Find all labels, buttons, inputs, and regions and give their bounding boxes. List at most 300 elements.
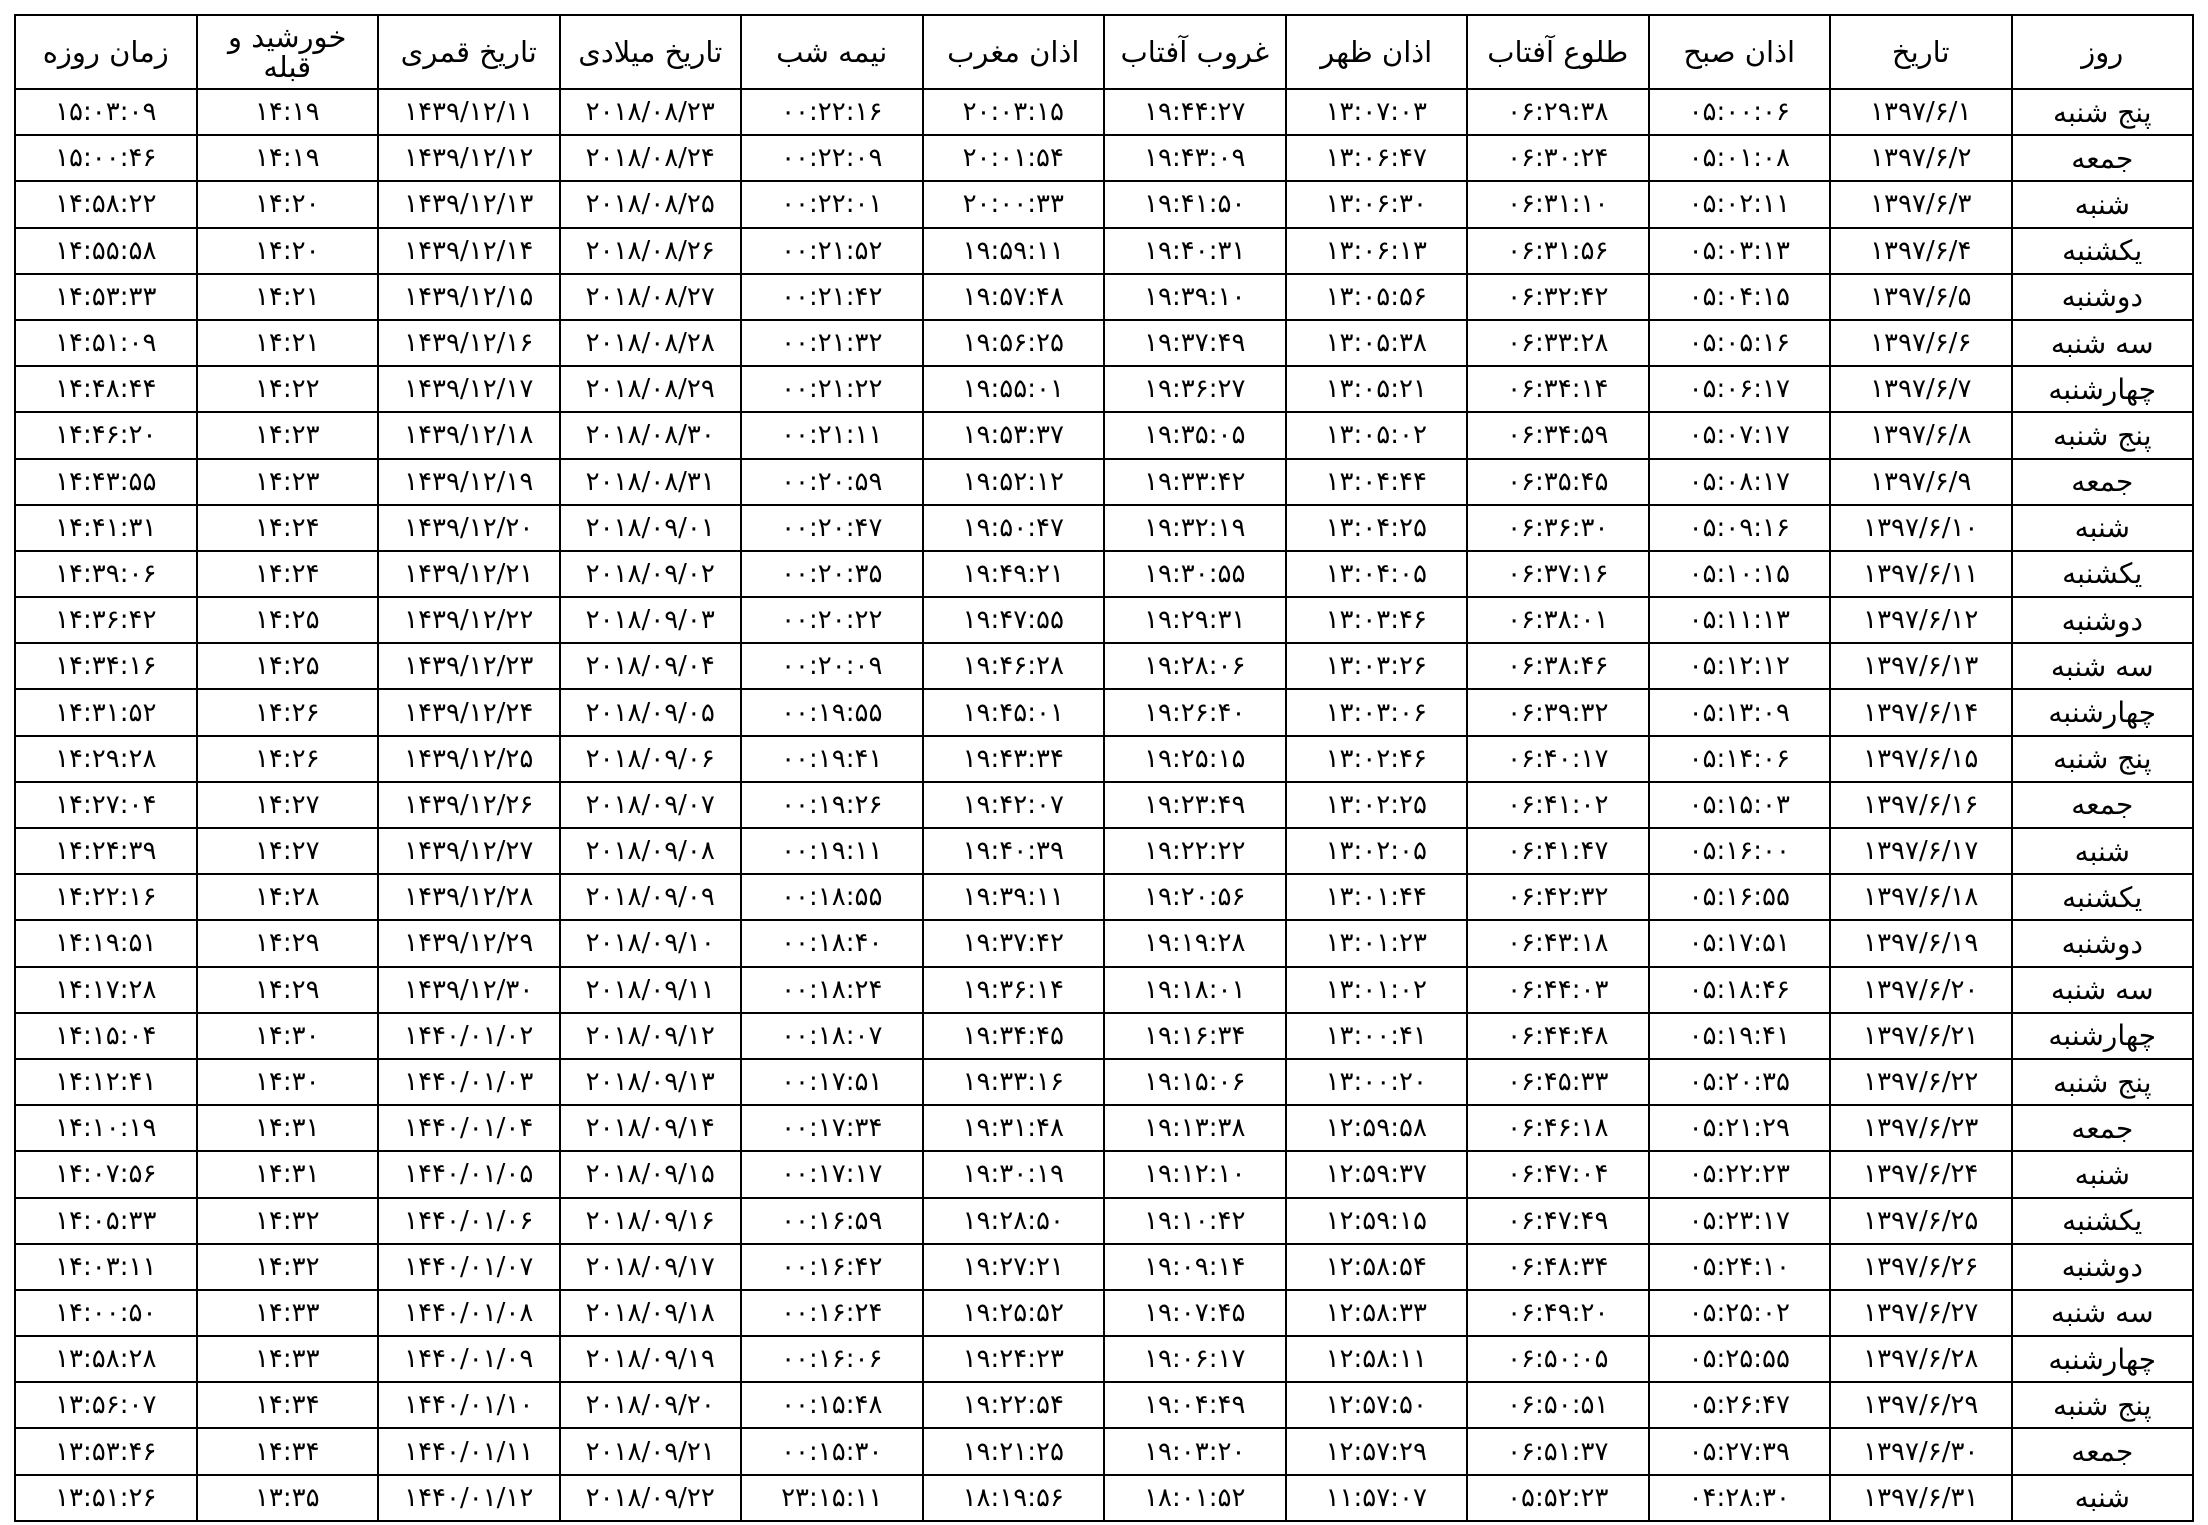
cell-dhuhr-adhan: ۱۲:۵۷:۵۰ bbox=[1286, 1382, 1468, 1428]
cell-fasting-duration: ۱۴:۰۰:۵۰ bbox=[15, 1290, 197, 1336]
cell-date: ۱۳۹۷/۶/۳۱ bbox=[1830, 1475, 2012, 1521]
cell-gregorian-date: ۲۰۱۸/۰۸/۳۱ bbox=[560, 459, 742, 505]
cell-date: ۱۳۹۷/۶/۲۴ bbox=[1830, 1151, 2012, 1197]
cell-maghrib-adhan: ۱۹:۵۲:۱۲ bbox=[923, 459, 1105, 505]
cell-date: ۱۳۹۷/۶/۳۰ bbox=[1830, 1428, 2012, 1474]
cell-sunset: ۱۹:۱۹:۲۸ bbox=[1104, 920, 1286, 966]
cell-fasting-duration: ۱۴:۵۵:۵۸ bbox=[15, 228, 197, 274]
cell-day: یکشنبه bbox=[2012, 874, 2194, 920]
cell-sunrise: ۰۶:۴۱:۴۷ bbox=[1467, 828, 1649, 874]
cell-maghrib-adhan: ۱۹:۳۱:۴۸ bbox=[923, 1105, 1105, 1151]
header-row bbox=[15, 15, 2193, 89]
cell-sunrise: ۰۶:۴۴:۰۳ bbox=[1467, 967, 1649, 1013]
cell-lunar-date: ۱۴۳۹/۱۲/۱۲ bbox=[378, 135, 560, 181]
cell-midnight: ۰۰:۱۶:۰۶ bbox=[741, 1336, 923, 1382]
cell-lunar-date: ۱۴۴۰/۰۱/۱۲ bbox=[378, 1475, 560, 1521]
cell-day: یکشنبه bbox=[2012, 1198, 2194, 1244]
cell-sunset: ۱۹:۴۴:۲۷ bbox=[1104, 89, 1286, 135]
cell-midnight: ۰۰:۲۲:۱۶ bbox=[741, 89, 923, 135]
cell-fajr-adhan: ۰۵:۰۱:۰۸ bbox=[1649, 135, 1831, 181]
cell-sun-qibla: ۱۳:۳۵ bbox=[197, 1475, 379, 1521]
timetable-sheet bbox=[14, 14, 2194, 1515]
cell-dhuhr-adhan: ۱۳:۰۳:۲۶ bbox=[1286, 643, 1468, 689]
cell-fajr-adhan: ۰۵:۲۵:۵۵ bbox=[1649, 1336, 1831, 1382]
table-row bbox=[15, 1059, 2193, 1105]
cell-sunrise: ۰۶:۳۶:۳۰ bbox=[1467, 505, 1649, 551]
prayer-times-table bbox=[14, 14, 2194, 1522]
table-row bbox=[15, 1382, 2193, 1428]
cell-sun-qibla: ۱۴:۲۸ bbox=[197, 874, 379, 920]
cell-lunar-date: ۱۴۳۹/۱۲/۲۰ bbox=[378, 505, 560, 551]
cell-sunset: ۱۹:۳۵:۰۵ bbox=[1104, 412, 1286, 458]
cell-date: ۱۳۹۷/۶/۲۷ bbox=[1830, 1290, 2012, 1336]
cell-date: ۱۳۹۷/۶/۱۳ bbox=[1830, 643, 2012, 689]
cell-fajr-adhan: ۰۵:۰۶:۱۷ bbox=[1649, 366, 1831, 412]
cell-dhuhr-adhan: ۱۱:۵۷:۰۷ bbox=[1286, 1475, 1468, 1521]
header-date: تاریخ bbox=[1830, 15, 2012, 89]
cell-fasting-duration: ۱۴:۳۴:۱۶ bbox=[15, 643, 197, 689]
cell-fajr-adhan: ۰۵:۰۴:۱۵ bbox=[1649, 274, 1831, 320]
cell-dhuhr-adhan: ۱۲:۵۷:۲۹ bbox=[1286, 1428, 1468, 1474]
cell-midnight: ۰۰:۲۰:۳۵ bbox=[741, 551, 923, 597]
cell-sunset: ۱۹:۲۰:۵۶ bbox=[1104, 874, 1286, 920]
cell-sun-qibla: ۱۴:۲۵ bbox=[197, 597, 379, 643]
table-row bbox=[15, 1013, 2193, 1059]
cell-sunrise: ۰۶:۵۰:۰۵ bbox=[1467, 1336, 1649, 1382]
cell-sun-qibla: ۱۴:۱۹ bbox=[197, 89, 379, 135]
cell-gregorian-date: ۲۰۱۸/۰۸/۲۳ bbox=[560, 89, 742, 135]
cell-sun-qibla: ۱۴:۲۶ bbox=[197, 736, 379, 782]
cell-lunar-date: ۱۴۴۰/۰۱/۰۳ bbox=[378, 1059, 560, 1105]
cell-lunar-date: ۱۴۳۹/۱۲/۱۹ bbox=[378, 459, 560, 505]
cell-fajr-adhan: ۰۵:۲۲:۲۳ bbox=[1649, 1151, 1831, 1197]
cell-maghrib-adhan: ۱۹:۳۶:۱۴ bbox=[923, 967, 1105, 1013]
cell-lunar-date: ۱۴۳۹/۱۲/۱۶ bbox=[378, 320, 560, 366]
cell-day: جمعه bbox=[2012, 459, 2194, 505]
cell-gregorian-date: ۲۰۱۸/۰۹/۰۸ bbox=[560, 828, 742, 874]
cell-lunar-date: ۱۴۳۹/۱۲/۱۸ bbox=[378, 412, 560, 458]
cell-sun-qibla: ۱۴:۳۳ bbox=[197, 1290, 379, 1336]
cell-dhuhr-adhan: ۱۳:۰۳:۴۶ bbox=[1286, 597, 1468, 643]
header-sun-qibla: خورشید و قبله bbox=[197, 15, 379, 89]
cell-lunar-date: ۱۴۴۰/۰۱/۰۸ bbox=[378, 1290, 560, 1336]
table-row bbox=[15, 1475, 2193, 1521]
table-row bbox=[15, 874, 2193, 920]
cell-fasting-duration: ۱۴:۱۰:۱۹ bbox=[15, 1105, 197, 1151]
cell-fasting-duration: ۱۳:۵۶:۰۷ bbox=[15, 1382, 197, 1428]
cell-gregorian-date: ۲۰۱۸/۰۹/۱۱ bbox=[560, 967, 742, 1013]
cell-day: سه شنبه bbox=[2012, 643, 2194, 689]
cell-sun-qibla: ۱۴:۳۰ bbox=[197, 1059, 379, 1105]
cell-lunar-date: ۱۴۴۰/۰۱/۱۰ bbox=[378, 1382, 560, 1428]
cell-fajr-adhan: ۰۵:۲۰:۳۵ bbox=[1649, 1059, 1831, 1105]
cell-dhuhr-adhan: ۱۳:۰۲:۲۵ bbox=[1286, 782, 1468, 828]
cell-gregorian-date: ۲۰۱۸/۰۹/۱۸ bbox=[560, 1290, 742, 1336]
cell-sunset: ۱۹:۲۶:۴۰ bbox=[1104, 689, 1286, 735]
cell-dhuhr-adhan: ۱۳:۰۵:۲۱ bbox=[1286, 366, 1468, 412]
cell-lunar-date: ۱۴۴۰/۰۱/۰۵ bbox=[378, 1151, 560, 1197]
cell-fajr-adhan: ۰۵:۰۷:۱۷ bbox=[1649, 412, 1831, 458]
table-row bbox=[15, 1290, 2193, 1336]
cell-sunrise: ۰۶:۳۸:۰۱ bbox=[1467, 597, 1649, 643]
cell-day: پنج شنبه bbox=[2012, 412, 2194, 458]
cell-fasting-duration: ۱۴:۳۱:۵۲ bbox=[15, 689, 197, 735]
cell-maghrib-adhan: ۱۹:۴۷:۵۵ bbox=[923, 597, 1105, 643]
table-row bbox=[15, 1244, 2193, 1290]
cell-dhuhr-adhan: ۱۳:۰۱:۰۲ bbox=[1286, 967, 1468, 1013]
cell-day: سه شنبه bbox=[2012, 967, 2194, 1013]
cell-sunrise: ۰۶:۴۵:۳۳ bbox=[1467, 1059, 1649, 1105]
cell-fasting-duration: ۱۴:۴۳:۵۵ bbox=[15, 459, 197, 505]
cell-date: ۱۳۹۷/۶/۱۱ bbox=[1830, 551, 2012, 597]
table-row bbox=[15, 689, 2193, 735]
cell-date: ۱۳۹۷/۶/۱۸ bbox=[1830, 874, 2012, 920]
cell-maghrib-adhan: ۱۹:۲۷:۲۱ bbox=[923, 1244, 1105, 1290]
cell-dhuhr-adhan: ۱۳:۰۲:۰۵ bbox=[1286, 828, 1468, 874]
cell-sun-qibla: ۱۴:۲۵ bbox=[197, 643, 379, 689]
cell-fajr-adhan: ۰۵:۱۲:۱۲ bbox=[1649, 643, 1831, 689]
cell-date: ۱۳۹۷/۶/۲۰ bbox=[1830, 967, 2012, 1013]
cell-midnight: ۰۰:۲۱:۵۲ bbox=[741, 228, 923, 274]
cell-date: ۱۳۹۷/۶/۲۱ bbox=[1830, 1013, 2012, 1059]
cell-maghrib-adhan: ۱۹:۲۲:۵۴ bbox=[923, 1382, 1105, 1428]
cell-sunrise: ۰۶:۴۳:۱۸ bbox=[1467, 920, 1649, 966]
cell-sun-qibla: ۱۴:۲۱ bbox=[197, 320, 379, 366]
cell-lunar-date: ۱۴۳۹/۱۲/۲۲ bbox=[378, 597, 560, 643]
cell-sunrise: ۰۶:۴۶:۱۸ bbox=[1467, 1105, 1649, 1151]
cell-maghrib-adhan: ۱۹:۳۹:۱۱ bbox=[923, 874, 1105, 920]
cell-fajr-adhan: ۰۵:۰۸:۱۷ bbox=[1649, 459, 1831, 505]
cell-lunar-date: ۱۴۳۹/۱۲/۲۱ bbox=[378, 551, 560, 597]
table-header bbox=[15, 15, 2193, 89]
cell-date: ۱۳۹۷/۶/۲۵ bbox=[1830, 1198, 2012, 1244]
cell-gregorian-date: ۲۰۱۸/۰۹/۰۴ bbox=[560, 643, 742, 689]
cell-date: ۱۳۹۷/۶/۲۲ bbox=[1830, 1059, 2012, 1105]
cell-dhuhr-adhan: ۱۳:۰۴:۲۵ bbox=[1286, 505, 1468, 551]
cell-sunrise: ۰۶:۴۰:۱۷ bbox=[1467, 736, 1649, 782]
cell-fasting-duration: ۱۳:۵۳:۴۶ bbox=[15, 1428, 197, 1474]
cell-date: ۱۳۹۷/۶/۱۰ bbox=[1830, 505, 2012, 551]
cell-date: ۱۳۹۷/۶/۱۶ bbox=[1830, 782, 2012, 828]
cell-maghrib-adhan: ۱۹:۴۵:۰۱ bbox=[923, 689, 1105, 735]
cell-sunrise: ۰۶:۳۹:۳۲ bbox=[1467, 689, 1649, 735]
cell-midnight: ۰۰:۲۲:۰۱ bbox=[741, 181, 923, 227]
cell-sunrise: ۰۶:۳۳:۲۸ bbox=[1467, 320, 1649, 366]
cell-maghrib-adhan: ۲۰:۰۰:۳۳ bbox=[923, 181, 1105, 227]
cell-fasting-duration: ۱۴:۳۹:۰۶ bbox=[15, 551, 197, 597]
cell-sunrise: ۰۶:۳۱:۵۶ bbox=[1467, 228, 1649, 274]
cell-sunset: ۱۹:۴۱:۵۰ bbox=[1104, 181, 1286, 227]
cell-sunrise: ۰۶:۳۵:۴۵ bbox=[1467, 459, 1649, 505]
cell-fasting-duration: ۱۴:۲۴:۳۹ bbox=[15, 828, 197, 874]
cell-sun-qibla: ۱۴:۲۶ bbox=[197, 689, 379, 735]
cell-day: چهارشنبه bbox=[2012, 366, 2194, 412]
cell-gregorian-date: ۲۰۱۸/۰۹/۲۰ bbox=[560, 1382, 742, 1428]
cell-midnight: ۰۰:۱۷:۱۷ bbox=[741, 1151, 923, 1197]
cell-midnight: ۰۰:۲۰:۲۲ bbox=[741, 597, 923, 643]
cell-fasting-duration: ۱۵:۰۰:۴۶ bbox=[15, 135, 197, 181]
cell-sunset: ۱۹:۰۹:۱۴ bbox=[1104, 1244, 1286, 1290]
cell-date: ۱۳۹۷/۶/۵ bbox=[1830, 274, 2012, 320]
cell-fajr-adhan: ۰۵:۱۷:۵۱ bbox=[1649, 920, 1831, 966]
table-row bbox=[15, 736, 2193, 782]
cell-lunar-date: ۱۴۳۹/۱۲/۲۸ bbox=[378, 874, 560, 920]
cell-day: چهارشنبه bbox=[2012, 1013, 2194, 1059]
cell-sunrise: ۰۶:۵۰:۵۱ bbox=[1467, 1382, 1649, 1428]
cell-sun-qibla: ۱۴:۲۰ bbox=[197, 228, 379, 274]
cell-date: ۱۳۹۷/۶/۱۷ bbox=[1830, 828, 2012, 874]
cell-dhuhr-adhan: ۱۳:۰۴:۰۵ bbox=[1286, 551, 1468, 597]
cell-midnight: ۰۰:۱۷:۵۱ bbox=[741, 1059, 923, 1105]
cell-gregorian-date: ۲۰۱۸/۰۹/۰۷ bbox=[560, 782, 742, 828]
cell-sunrise: ۰۶:۴۷:۴۹ bbox=[1467, 1198, 1649, 1244]
cell-fasting-duration: ۱۳:۵۱:۲۶ bbox=[15, 1475, 197, 1521]
table-row bbox=[15, 366, 2193, 412]
cell-fajr-adhan: ۰۵:۰۵:۱۶ bbox=[1649, 320, 1831, 366]
cell-dhuhr-adhan: ۱۳:۰۷:۰۳ bbox=[1286, 89, 1468, 135]
cell-dhuhr-adhan: ۱۲:۵۹:۵۸ bbox=[1286, 1105, 1468, 1151]
cell-dhuhr-adhan: ۱۲:۵۸:۱۱ bbox=[1286, 1336, 1468, 1382]
cell-sunrise: ۰۶:۲۹:۳۸ bbox=[1467, 89, 1649, 135]
cell-dhuhr-adhan: ۱۳:۰۳:۰۶ bbox=[1286, 689, 1468, 735]
cell-sunrise: ۰۶:۴۸:۳۴ bbox=[1467, 1244, 1649, 1290]
cell-day: چهارشنبه bbox=[2012, 689, 2194, 735]
cell-fajr-adhan: ۰۵:۰۲:۱۱ bbox=[1649, 181, 1831, 227]
header-midnight: نیمه شب bbox=[741, 15, 923, 89]
cell-gregorian-date: ۲۰۱۸/۰۸/۲۹ bbox=[560, 366, 742, 412]
table-row bbox=[15, 1105, 2193, 1151]
cell-day: جمعه bbox=[2012, 1105, 2194, 1151]
cell-sun-qibla: ۱۴:۳۳ bbox=[197, 1336, 379, 1382]
cell-fasting-duration: ۱۴:۴۶:۲۰ bbox=[15, 412, 197, 458]
cell-gregorian-date: ۲۰۱۸/۰۹/۱۹ bbox=[560, 1336, 742, 1382]
cell-sunrise: ۰۶:۴۱:۰۲ bbox=[1467, 782, 1649, 828]
cell-fasting-duration: ۱۴:۱۲:۴۱ bbox=[15, 1059, 197, 1105]
cell-fasting-duration: ۱۴:۵۸:۲۲ bbox=[15, 181, 197, 227]
cell-midnight: ۰۰:۱۸:۵۵ bbox=[741, 874, 923, 920]
cell-sun-qibla: ۱۴:۲۷ bbox=[197, 828, 379, 874]
cell-midnight: ۰۰:۱۶:۴۲ bbox=[741, 1244, 923, 1290]
header-day: روز bbox=[2012, 15, 2194, 89]
cell-sun-qibla: ۱۴:۳۰ bbox=[197, 1013, 379, 1059]
cell-fajr-adhan: ۰۵:۱۶:۰۰ bbox=[1649, 828, 1831, 874]
cell-lunar-date: ۱۴۳۹/۱۲/۱۷ bbox=[378, 366, 560, 412]
cell-lunar-date: ۱۴۳۹/۱۲/۲۴ bbox=[378, 689, 560, 735]
cell-date: ۱۳۹۷/۶/۱۲ bbox=[1830, 597, 2012, 643]
cell-date: ۱۳۹۷/۶/۲۶ bbox=[1830, 1244, 2012, 1290]
cell-fajr-adhan: ۰۴:۲۸:۳۰ bbox=[1649, 1475, 1831, 1521]
cell-sunset: ۱۹:۰۴:۴۹ bbox=[1104, 1382, 1286, 1428]
table-row bbox=[15, 643, 2193, 689]
cell-sunset: ۱۹:۴۰:۳۱ bbox=[1104, 228, 1286, 274]
cell-maghrib-adhan: ۱۹:۵۶:۲۵ bbox=[923, 320, 1105, 366]
cell-fasting-duration: ۱۴:۰۵:۳۳ bbox=[15, 1198, 197, 1244]
cell-gregorian-date: ۲۰۱۸/۰۹/۱۳ bbox=[560, 1059, 742, 1105]
cell-maghrib-adhan: ۱۹:۴۳:۳۴ bbox=[923, 736, 1105, 782]
cell-midnight: ۰۰:۱۵:۴۸ bbox=[741, 1382, 923, 1428]
cell-midnight: ۰۰:۲۲:۰۹ bbox=[741, 135, 923, 181]
cell-sun-qibla: ۱۴:۳۲ bbox=[197, 1198, 379, 1244]
cell-sunrise: ۰۶:۳۴:۵۹ bbox=[1467, 412, 1649, 458]
cell-dhuhr-adhan: ۱۲:۵۹:۳۷ bbox=[1286, 1151, 1468, 1197]
cell-fasting-duration: ۱۴:۵۱:۰۹ bbox=[15, 320, 197, 366]
table-row bbox=[15, 828, 2193, 874]
cell-sunrise: ۰۶:۳۴:۱۴ bbox=[1467, 366, 1649, 412]
cell-gregorian-date: ۲۰۱۸/۰۹/۱۷ bbox=[560, 1244, 742, 1290]
table-row bbox=[15, 505, 2193, 551]
cell-fasting-duration: ۱۴:۱۹:۵۱ bbox=[15, 920, 197, 966]
cell-gregorian-date: ۲۰۱۸/۰۹/۰۲ bbox=[560, 551, 742, 597]
table-row bbox=[15, 967, 2193, 1013]
cell-dhuhr-adhan: ۱۳:۰۴:۴۴ bbox=[1286, 459, 1468, 505]
cell-maghrib-adhan: ۱۹:۴۲:۰۷ bbox=[923, 782, 1105, 828]
cell-fajr-adhan: ۰۵:۲۳:۱۷ bbox=[1649, 1198, 1831, 1244]
cell-maghrib-adhan: ۱۸:۱۹:۵۶ bbox=[923, 1475, 1105, 1521]
cell-sunset: ۱۹:۳۹:۱۰ bbox=[1104, 274, 1286, 320]
cell-sun-qibla: ۱۴:۲۳ bbox=[197, 459, 379, 505]
cell-lunar-date: ۱۴۴۰/۰۱/۰۴ bbox=[378, 1105, 560, 1151]
cell-gregorian-date: ۲۰۱۸/۰۹/۰۳ bbox=[560, 597, 742, 643]
cell-dhuhr-adhan: ۱۳:۰۶:۴۷ bbox=[1286, 135, 1468, 181]
header-gregorian-date: تاریخ میلادی bbox=[560, 15, 742, 89]
cell-date: ۱۳۹۷/۶/۷ bbox=[1830, 366, 2012, 412]
cell-day: جمعه bbox=[2012, 1428, 2194, 1474]
cell-date: ۱۳۹۷/۶/۶ bbox=[1830, 320, 2012, 366]
cell-day: دوشنبه bbox=[2012, 597, 2194, 643]
cell-lunar-date: ۱۴۳۹/۱۲/۲۵ bbox=[378, 736, 560, 782]
cell-gregorian-date: ۲۰۱۸/۰۸/۲۵ bbox=[560, 181, 742, 227]
cell-gregorian-date: ۲۰۱۸/۰۹/۱۵ bbox=[560, 1151, 742, 1197]
cell-maghrib-adhan: ۱۹:۵۷:۴۸ bbox=[923, 274, 1105, 320]
cell-sun-qibla: ۱۴:۲۰ bbox=[197, 181, 379, 227]
cell-sun-qibla: ۱۴:۱۹ bbox=[197, 135, 379, 181]
cell-sunrise: ۰۶:۳۰:۲۴ bbox=[1467, 135, 1649, 181]
cell-fajr-adhan: ۰۵:۱۵:۰۳ bbox=[1649, 782, 1831, 828]
cell-sun-qibla: ۱۴:۲۴ bbox=[197, 505, 379, 551]
cell-midnight: ۰۰:۲۰:۵۹ bbox=[741, 459, 923, 505]
cell-date: ۱۳۹۷/۶/۹ bbox=[1830, 459, 2012, 505]
table-row bbox=[15, 920, 2193, 966]
cell-lunar-date: ۱۴۳۹/۱۲/۲۷ bbox=[378, 828, 560, 874]
cell-lunar-date: ۱۴۴۰/۰۱/۰۶ bbox=[378, 1198, 560, 1244]
cell-sun-qibla: ۱۴:۳۴ bbox=[197, 1382, 379, 1428]
cell-fajr-adhan: ۰۵:۲۷:۳۹ bbox=[1649, 1428, 1831, 1474]
cell-day: سه شنبه bbox=[2012, 320, 2194, 366]
cell-lunar-date: ۱۴۴۰/۰۱/۰۷ bbox=[378, 1244, 560, 1290]
table-row bbox=[15, 320, 2193, 366]
cell-maghrib-adhan: ۲۰:۰۳:۱۵ bbox=[923, 89, 1105, 135]
cell-dhuhr-adhan: ۱۳:۰۵:۵۶ bbox=[1286, 274, 1468, 320]
cell-gregorian-date: ۲۰۱۸/۰۹/۱۴ bbox=[560, 1105, 742, 1151]
cell-sunset: ۱۸:۰۱:۵۲ bbox=[1104, 1475, 1286, 1521]
cell-sunset: ۱۹:۴۳:۰۹ bbox=[1104, 135, 1286, 181]
cell-lunar-date: ۱۴۳۹/۱۲/۲۶ bbox=[378, 782, 560, 828]
cell-day: شنبه bbox=[2012, 505, 2194, 551]
cell-date: ۱۳۹۷/۶/۲۹ bbox=[1830, 1382, 2012, 1428]
cell-day: یکشنبه bbox=[2012, 551, 2194, 597]
cell-midnight: ۰۰:۱۹:۵۵ bbox=[741, 689, 923, 735]
cell-fajr-adhan: ۰۵:۲۵:۰۲ bbox=[1649, 1290, 1831, 1336]
cell-lunar-date: ۱۴۳۹/۱۲/۳۰ bbox=[378, 967, 560, 1013]
header-sunrise: طلوع آفتاب bbox=[1467, 15, 1649, 89]
cell-sunset: ۱۹:۳۶:۲۷ bbox=[1104, 366, 1286, 412]
table-row bbox=[15, 89, 2193, 135]
cell-sun-qibla: ۱۴:۲۲ bbox=[197, 366, 379, 412]
cell-sunset: ۱۹:۳۰:۵۵ bbox=[1104, 551, 1286, 597]
cell-midnight: ۰۰:۲۰:۴۷ bbox=[741, 505, 923, 551]
cell-sunrise: ۰۶:۴۷:۰۴ bbox=[1467, 1151, 1649, 1197]
cell-sunset: ۱۹:۳۷:۴۹ bbox=[1104, 320, 1286, 366]
cell-fasting-duration: ۱۴:۰۷:۵۶ bbox=[15, 1151, 197, 1197]
cell-gregorian-date: ۲۰۱۸/۰۸/۲۷ bbox=[560, 274, 742, 320]
cell-dhuhr-adhan: ۱۳:۰۰:۴۱ bbox=[1286, 1013, 1468, 1059]
cell-day: شنبه bbox=[2012, 181, 2194, 227]
cell-midnight: ۰۰:۲۰:۰۹ bbox=[741, 643, 923, 689]
cell-day: شنبه bbox=[2012, 828, 2194, 874]
cell-lunar-date: ۱۴۳۹/۱۲/۱۴ bbox=[378, 228, 560, 274]
cell-midnight: ۰۰:۲۱:۲۲ bbox=[741, 366, 923, 412]
cell-sunset: ۱۹:۱۳:۳۸ bbox=[1104, 1105, 1286, 1151]
table-row bbox=[15, 782, 2193, 828]
cell-dhuhr-adhan: ۱۳:۰۵:۰۲ bbox=[1286, 412, 1468, 458]
cell-sunrise: ۰۶:۳۲:۴۲ bbox=[1467, 274, 1649, 320]
header-fajr-adhan: اذان صبح bbox=[1649, 15, 1831, 89]
cell-day: دوشنبه bbox=[2012, 274, 2194, 320]
cell-fajr-adhan: ۰۵:۱۶:۵۵ bbox=[1649, 874, 1831, 920]
cell-midnight: ۰۰:۱۹:۱۱ bbox=[741, 828, 923, 874]
cell-sun-qibla: ۱۴:۲۱ bbox=[197, 274, 379, 320]
cell-day: پنج شنبه bbox=[2012, 1382, 2194, 1428]
cell-date: ۱۳۹۷/۶/۲ bbox=[1830, 135, 2012, 181]
cell-midnight: ۰۰:۱۸:۰۷ bbox=[741, 1013, 923, 1059]
cell-lunar-date: ۱۴۳۹/۱۲/۲۳ bbox=[378, 643, 560, 689]
cell-fajr-adhan: ۰۵:۱۳:۰۹ bbox=[1649, 689, 1831, 735]
cell-maghrib-adhan: ۱۹:۵۰:۴۷ bbox=[923, 505, 1105, 551]
cell-fasting-duration: ۱۴:۴۸:۴۴ bbox=[15, 366, 197, 412]
cell-sun-qibla: ۱۴:۲۷ bbox=[197, 782, 379, 828]
cell-maghrib-adhan: ۱۹:۲۱:۲۵ bbox=[923, 1428, 1105, 1474]
cell-sunset: ۱۹:۱۵:۰۶ bbox=[1104, 1059, 1286, 1105]
cell-gregorian-date: ۲۰۱۸/۰۹/۲۲ bbox=[560, 1475, 742, 1521]
header-lunar-date: تاریخ قمری bbox=[378, 15, 560, 89]
cell-day: شنبه bbox=[2012, 1475, 2194, 1521]
cell-fasting-duration: ۱۳:۵۸:۲۸ bbox=[15, 1336, 197, 1382]
table-row bbox=[15, 135, 2193, 181]
cell-dhuhr-adhan: ۱۳:۰۱:۲۳ bbox=[1286, 920, 1468, 966]
cell-midnight: ۰۰:۲۱:۴۲ bbox=[741, 274, 923, 320]
cell-fasting-duration: ۱۴:۴۱:۳۱ bbox=[15, 505, 197, 551]
cell-day: یکشنبه bbox=[2012, 228, 2194, 274]
cell-sunrise: ۰۶:۳۱:۱۰ bbox=[1467, 181, 1649, 227]
cell-lunar-date: ۱۴۳۹/۱۲/۱۵ bbox=[378, 274, 560, 320]
header-fasting-duration: زمان روزه bbox=[15, 15, 197, 89]
cell-sunset: ۱۹:۱۲:۱۰ bbox=[1104, 1151, 1286, 1197]
cell-sun-qibla: ۱۴:۲۹ bbox=[197, 967, 379, 1013]
table-row bbox=[15, 1428, 2193, 1474]
cell-lunar-date: ۱۴۴۰/۰۱/۰۹ bbox=[378, 1336, 560, 1382]
cell-midnight: ۰۰:۱۸:۴۰ bbox=[741, 920, 923, 966]
cell-sunrise: ۰۶:۵۱:۳۷ bbox=[1467, 1428, 1649, 1474]
table-row bbox=[15, 412, 2193, 458]
cell-fasting-duration: ۱۴:۱۵:۰۴ bbox=[15, 1013, 197, 1059]
cell-midnight: ۰۰:۱۶:۵۹ bbox=[741, 1198, 923, 1244]
cell-fajr-adhan: ۰۵:۱۱:۱۳ bbox=[1649, 597, 1831, 643]
cell-maghrib-adhan: ۱۹:۵۹:۱۱ bbox=[923, 228, 1105, 274]
cell-gregorian-date: ۲۰۱۸/۰۹/۱۶ bbox=[560, 1198, 742, 1244]
cell-sunset: ۱۹:۳۳:۴۲ bbox=[1104, 459, 1286, 505]
cell-dhuhr-adhan: ۱۲:۵۸:۵۴ bbox=[1286, 1244, 1468, 1290]
cell-date: ۱۳۹۷/۶/۳ bbox=[1830, 181, 2012, 227]
